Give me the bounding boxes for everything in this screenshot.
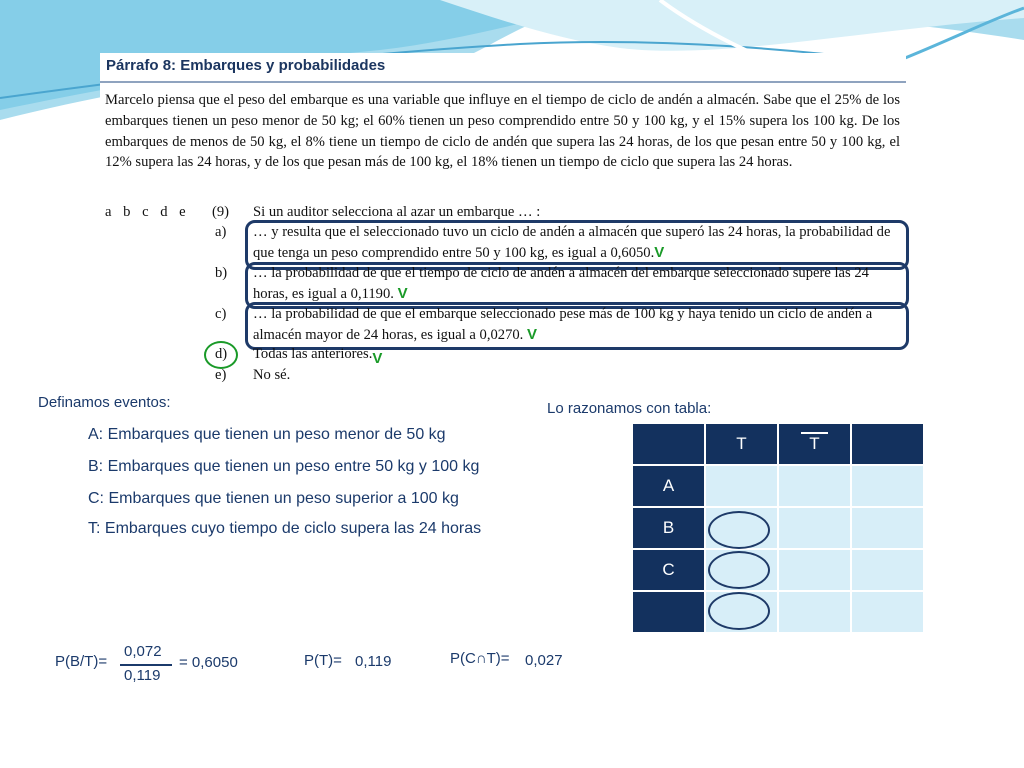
document-title: Párrafo 8: Embarques y probabilidades [106,57,386,74]
event-t: T: Embarques cuyo tiempo de ciclo supera las 24 horas [88,520,482,537]
option-d-letter: d) [215,346,228,362]
oval-c-t [708,551,770,589]
table-heading: Lo razonamos con tabla: [547,400,712,417]
complement-bar [801,432,827,434]
cell-total-not-t [779,592,850,632]
col-header-total [852,424,923,464]
col-header-not-t: T [779,424,850,464]
row-header-a: A [633,466,704,506]
formula-pbt-numerator: 0,072 [124,643,162,660]
row-header-c: C [633,550,704,590]
formula-pbt-result: = 0,6050 [179,654,238,671]
formula-pbt-denominator: 0,119 [124,667,161,684]
formula-pt-label: P(T)= [304,652,342,669]
event-b: B: Embarques que tienen un peso entre 50 kg y 100 kg [88,458,480,475]
option-e-letter: e) [215,367,227,383]
probability-table [633,424,923,632]
row-header-b: B [633,508,704,548]
formula-pct-value: 0,027 [525,652,563,669]
option-d-text: Todas las anteriores.V [253,346,383,367]
formula-pbt-label: P(B/T)= [55,653,108,670]
cell-a-total [852,466,923,506]
check-mark-a: V [654,243,665,261]
option-b-letter: b) [215,265,228,281]
check-mark-c: V [526,325,537,343]
events-heading: Definamos eventos: [38,394,171,411]
cell-c-total [852,550,923,590]
oval-total-t [708,592,770,630]
cell-a-t [706,466,777,506]
formula-pt-value: 0,119 [355,653,392,670]
check-mark-b: V [397,284,408,302]
answer-letters: a b c d e [105,204,190,220]
event-c: C: Embarques que tienen un peso superior a 100 kg [88,490,459,507]
cell-b-total [852,508,923,548]
check-mark-d: V [372,350,383,367]
question-stem: Si un auditor selecciona al azar un embarque … : [253,204,541,220]
fraction-bar [120,664,172,666]
problem-statement: Marcelo piensa que el peso del embarque es una variable que influye en el tiempo de ciclo de andén a almacén. Sabe que el 25% de los embarques tienen un peso menor de 50 kg; el 60% tienen un peso comprendido entre 50 y 100 kg, y el 15% supera los 100 kg. De los embarques de menos de 50 kg, el 8% tiene un tiempo de ciclo de andén que supera las 24 horas, de los que pesan entre 50 y 100 kg, el 12% supera las 24 horas, y de los que pesan más de 100 kg, el 18% tienen un tiempo de ciclo que supera las 24 horas. [105,92,900,171]
cell-total-total [852,592,923,632]
problem-document [100,53,906,386]
row-header-total [633,592,704,632]
option-a-text: … y resulta que el seleccionado tuvo un ciclo de andén a almacén que superó las 24 horas, la probabilidad de que tenga un peso comprendido entre 50 y 100 kg, es igual a 0,6050.V [253,224,891,261]
question-number: (9) [212,204,230,220]
formula-pct-label: P(C∩T)= [450,650,510,667]
option-c-letter: c) [215,306,227,322]
title-rule [100,81,906,83]
option-e-text: No sé. [253,367,291,383]
cell-b-not-t [779,508,850,548]
oval-b-t [708,511,770,549]
cell-a-not-t [779,466,850,506]
table-corner [633,424,704,464]
event-a: A: Embarques que tienen un peso menor de 50 kg [88,426,446,443]
cell-c-not-t [779,550,850,590]
option-a-letter: a) [215,224,227,240]
option-b-text: … la probabilidad de que el tiempo de ciclo de andén a almacén del embarque seleccionado supere las 24 horas, es igual a 0,1190. V [253,265,869,302]
option-c-text: … la probabilidad de que el embarque seleccionado pese más de 100 kg y haya tenido un ciclo de andén a almacén mayor de 24 horas, es igual a 0,0270. V [253,306,873,343]
col-header-t: T [706,424,777,464]
